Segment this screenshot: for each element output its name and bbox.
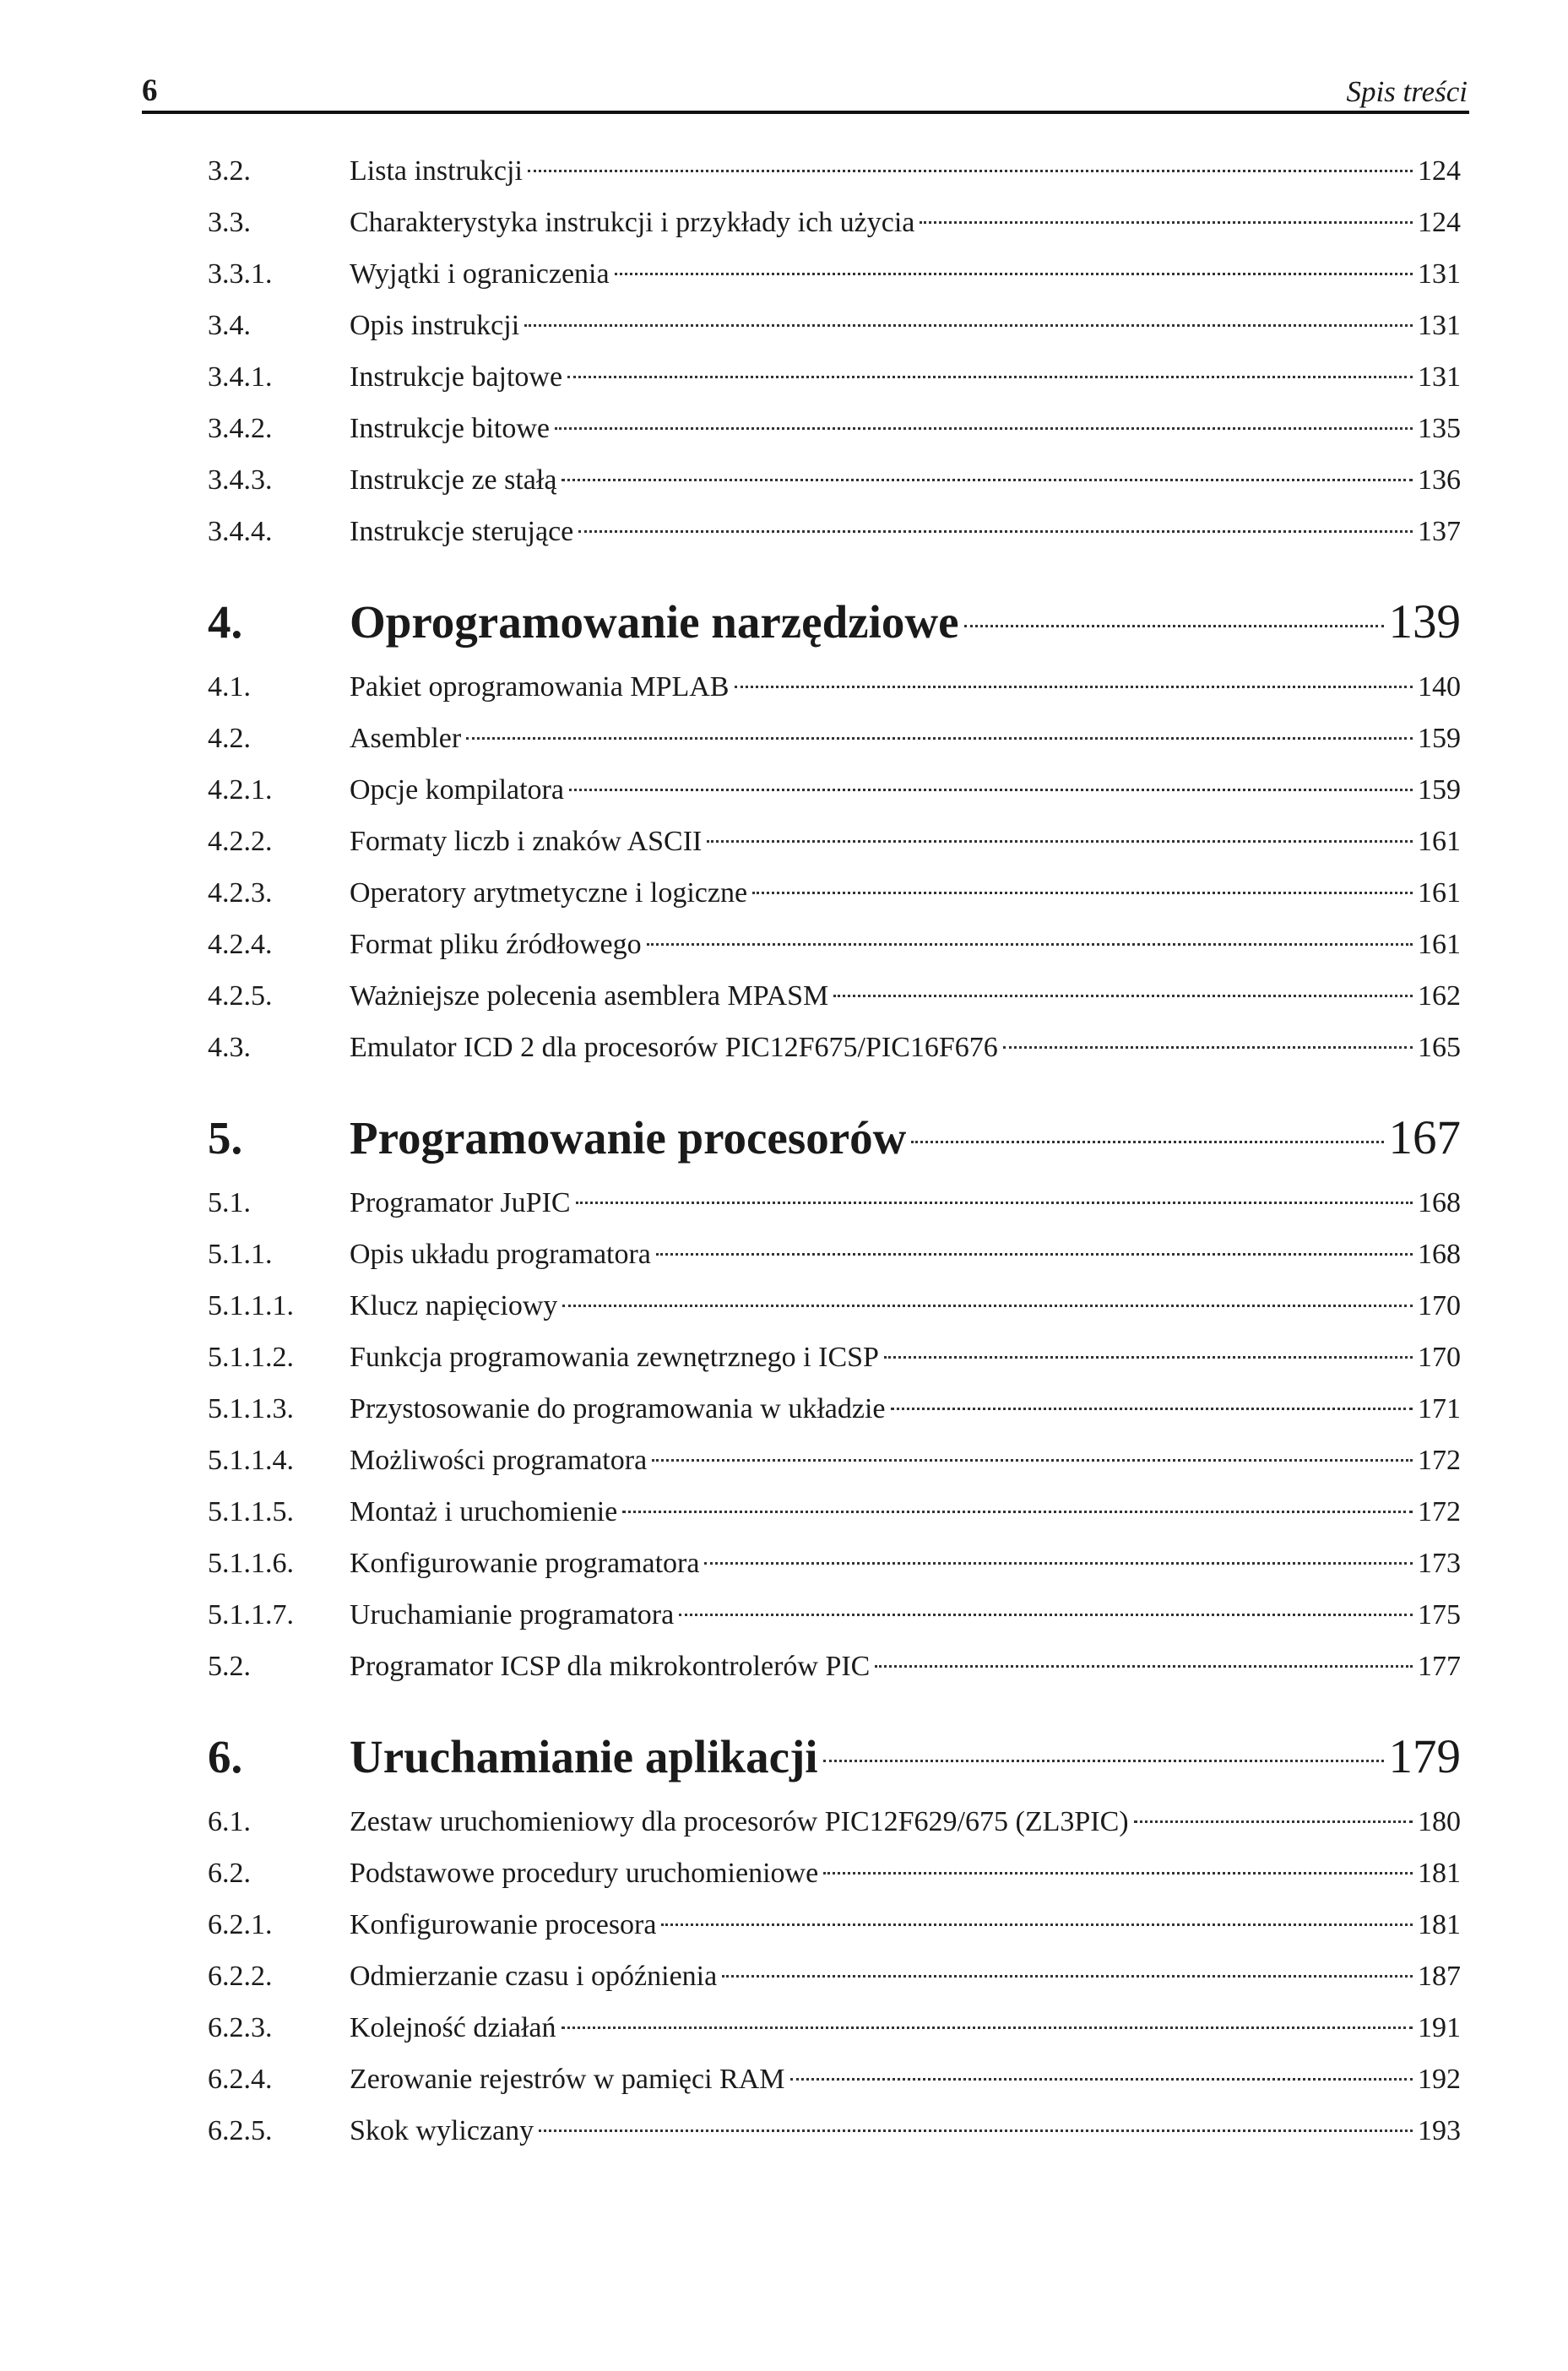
toc-entry: [208, 661, 1461, 713]
dot-leader: [647, 943, 1413, 946]
chapter-page-number: 179: [1388, 1730, 1461, 1783]
chapter-number: 4.: [208, 596, 243, 648]
toc-entry: [208, 403, 1461, 454]
dot-leader: [752, 892, 1413, 894]
dot-leader: [823, 1872, 1413, 1875]
entry-page-number: 180: [1418, 1806, 1461, 1837]
entry-title: Instrukcje bajtowe: [350, 361, 563, 393]
dot-leader: [622, 1511, 1413, 1513]
entry-page-number: 181: [1418, 1858, 1461, 1889]
entry-page-number: 172: [1418, 1496, 1461, 1527]
toc-entry: [208, 1899, 1461, 1951]
entry-page-number: 168: [1418, 1239, 1461, 1270]
entry-title: Konfigurowanie programatora: [350, 1548, 700, 1579]
dot-leader: [656, 1253, 1413, 1256]
entry-title: Pakiet oprogramowania MPLAB: [350, 671, 730, 703]
entry-page-number: 131: [1418, 361, 1461, 393]
chapter-page-number: 139: [1388, 595, 1461, 648]
entry-title: Podstawowe procedury uruchomieniowe: [350, 1858, 819, 1889]
entry-title: Ważniejsze polecenia asemblera MPASM: [350, 980, 829, 1012]
dot-leader: [576, 1202, 1413, 1204]
toc-entry: [208, 764, 1461, 816]
entry-page-number: 131: [1418, 258, 1461, 290]
dot-leader: [562, 2026, 1413, 2029]
dot-leader: [652, 1459, 1413, 1462]
entry-page-number: 192: [1418, 2064, 1461, 2095]
entry-number: 4.2.: [208, 723, 251, 754]
entry-title: Formaty liczb i znaków ASCII: [350, 826, 703, 857]
toc-entry: [208, 1951, 1461, 2002]
toc-entry: [208, 816, 1461, 867]
entry-number: 5.1.1.1.: [208, 1290, 294, 1321]
toc-entry: [208, 351, 1461, 403]
entry-page-number: 159: [1418, 723, 1461, 754]
entry-title: Klucz napięciowy: [350, 1290, 558, 1321]
dot-leader: [875, 1665, 1413, 1668]
dot-leader: [833, 995, 1413, 997]
entry-title: Format pliku źródłowego: [350, 929, 642, 960]
entry-title: Instrukcje sterujące: [350, 516, 574, 547]
toc-entry: [208, 1332, 1461, 1383]
entry-number: 3.4.3.: [208, 464, 273, 496]
table-of-contents: [208, 145, 1461, 2157]
toc-entry: [208, 1229, 1461, 1280]
entry-number: 5.1.1.5.: [208, 1496, 294, 1527]
dot-leader: [722, 1975, 1413, 1978]
entry-number: 3.4.1.: [208, 361, 273, 393]
page-number: 6: [142, 73, 158, 108]
entry-title: Opcje kompilatora: [350, 774, 564, 806]
entry-page-number: 124: [1418, 155, 1461, 187]
entry-title: Opis układu programatora: [350, 1239, 651, 1270]
entry-page-number: 177: [1418, 1651, 1461, 1682]
entry-number: 3.2.: [208, 155, 251, 187]
entry-number: 6.2.1.: [208, 1909, 273, 1940]
chapter-title: Uruchamianie aplikacji: [350, 1731, 818, 1782]
header-rule: [142, 111, 1469, 114]
entry-title: Skok wyliczany: [350, 2115, 534, 2146]
dot-leader: [524, 324, 1413, 327]
entry-page-number: 187: [1418, 1961, 1461, 1992]
entry-number: 5.1.1.4.: [208, 1445, 294, 1476]
dot-leader: [567, 376, 1413, 378]
entry-number: 5.1.1.7.: [208, 1599, 294, 1630]
toc-entry: [208, 2002, 1461, 2054]
toc-entry: [208, 1486, 1461, 1538]
entry-number: 5.1.: [208, 1187, 251, 1218]
entry-page-number: 159: [1418, 774, 1461, 806]
entry-page-number: 175: [1418, 1599, 1461, 1630]
dot-leader: [679, 1614, 1413, 1616]
toc-entry: [208, 713, 1461, 764]
entry-number: 6.2.5.: [208, 2115, 273, 2146]
dot-leader: [735, 686, 1413, 688]
toc-entry: [208, 1022, 1461, 1073]
entry-number: 3.3.: [208, 207, 251, 238]
toc-entry: [208, 1796, 1461, 1847]
entry-page-number: 168: [1418, 1187, 1461, 1218]
dot-leader: [964, 625, 1384, 627]
entry-title: Instrukcje bitowe: [350, 413, 550, 444]
entry-page-number: 136: [1418, 464, 1461, 496]
entry-title: Kolejność działań: [350, 2012, 556, 2043]
entry-title: Asembler: [350, 723, 462, 754]
toc-entry: [208, 1435, 1461, 1486]
entry-number: 6.2.2.: [208, 1961, 273, 1992]
dot-leader: [661, 1923, 1413, 1926]
toc-entry: [208, 1847, 1461, 1899]
dot-leader: [707, 840, 1413, 843]
entry-title: Przystosowanie do programowania w układzie: [350, 1393, 886, 1424]
entry-number: 6.2.4.: [208, 2064, 273, 2095]
chapter-heading: [208, 1099, 1461, 1177]
entry-title: Możliwości programatora: [350, 1445, 648, 1476]
toc-entry: [208, 1589, 1461, 1641]
entry-title: Odmierzanie czasu i opóźnienia: [350, 1961, 718, 1992]
entry-page-number: 161: [1418, 826, 1461, 857]
entry-page-number: 171: [1418, 1393, 1461, 1424]
entry-title: Charakterystyka instrukcji i przykłady ich użycia: [350, 207, 915, 238]
entry-title: Operatory arytmetyczne i logiczne: [350, 877, 748, 909]
dot-leader: [569, 789, 1413, 791]
dot-leader: [1003, 1046, 1413, 1049]
entry-title: Emulator ICD 2 dla procesorów PIC12F675/PIC16F676: [350, 1032, 998, 1063]
entry-number: 4.2.2.: [208, 826, 273, 857]
toc-entry: [208, 197, 1461, 248]
entry-number: 6.1.: [208, 1806, 251, 1837]
entry-title: Instrukcje ze stałą: [350, 464, 557, 496]
entry-page-number: 173: [1418, 1548, 1461, 1579]
running-title: Spis treści: [1346, 75, 1468, 108]
entry-title: Zerowanie rejestrów w pamięci RAM: [350, 2064, 785, 2095]
toc-entry: [208, 919, 1461, 970]
entry-number: 3.3.1.: [208, 258, 273, 290]
toc-entry: [208, 867, 1461, 919]
entry-title: Konfigurowanie procesora: [350, 1909, 657, 1940]
dot-leader: [920, 221, 1413, 224]
toc-entry: [208, 1383, 1461, 1435]
chapter-page-number: 167: [1388, 1111, 1461, 1164]
entry-title: Programator ICSP dla mikrokontrolerów PIC: [350, 1651, 871, 1682]
entry-page-number: 170: [1418, 1290, 1461, 1321]
toc-entry: [208, 2105, 1461, 2157]
dot-leader: [884, 1356, 1413, 1359]
chapter-title: Oprogramowanie narzędziowe: [350, 596, 959, 648]
chapter-heading: [208, 583, 1461, 661]
entry-title: Wyjątki i ograniczenia: [350, 258, 610, 290]
dot-leader: [911, 1141, 1383, 1143]
chapter-number: 6.: [208, 1731, 243, 1782]
toc-entry: [208, 2054, 1461, 2105]
entry-page-number: 165: [1418, 1032, 1461, 1063]
entry-page-number: 131: [1418, 310, 1461, 341]
entry-title: Uruchamianie programatora: [350, 1599, 675, 1630]
entry-title: Funkcja programowania zewnętrznego i ICSP: [350, 1342, 879, 1373]
entry-page-number: 181: [1418, 1909, 1461, 1940]
entry-number: 3.4.4.: [208, 516, 273, 547]
entry-number: 4.2.5.: [208, 980, 273, 1012]
entry-number: 3.4.: [208, 310, 251, 341]
entry-number: 5.2.: [208, 1651, 251, 1682]
toc-entry: [208, 1177, 1461, 1229]
dot-leader: [578, 530, 1413, 533]
entry-page-number: 193: [1418, 2115, 1461, 2146]
entry-number: 4.1.: [208, 671, 251, 703]
dot-leader: [562, 479, 1413, 481]
entry-page-number: 135: [1418, 413, 1461, 444]
page-header: [142, 52, 1468, 106]
entry-page-number: 161: [1418, 877, 1461, 909]
entry-title: Opis instrukcji: [350, 310, 520, 341]
toc-entry: [208, 1538, 1461, 1589]
entry-number: 5.1.1.2.: [208, 1342, 294, 1373]
entry-number: 6.2.: [208, 1858, 251, 1889]
entry-number: 6.2.3.: [208, 2012, 273, 2043]
entry-number: 5.1.1.: [208, 1239, 273, 1270]
entry-number: 5.1.1.3.: [208, 1393, 294, 1424]
entry-page-number: 161: [1418, 929, 1461, 960]
entry-page-number: 172: [1418, 1445, 1461, 1476]
dot-leader: [466, 737, 1413, 740]
entry-number: 4.2.4.: [208, 929, 273, 960]
toc-entry: [208, 454, 1461, 506]
toc-entry: [208, 300, 1461, 351]
entry-title: Lista instrukcji: [350, 155, 523, 187]
toc-entry: [208, 145, 1461, 197]
toc-entry: [208, 1280, 1461, 1332]
entry-page-number: 191: [1418, 2012, 1461, 2043]
entry-number: 3.4.2.: [208, 413, 273, 444]
entry-title: Programator JuPIC: [350, 1187, 571, 1218]
dot-leader: [555, 427, 1413, 430]
chapter-title: Programowanie procesorów: [350, 1112, 907, 1164]
entry-title: Montaż i uruchomienie: [350, 1496, 618, 1527]
dot-leader: [562, 1305, 1413, 1307]
dot-leader: [528, 170, 1413, 172]
entry-page-number: 140: [1418, 671, 1461, 703]
chapter-heading: [208, 1717, 1461, 1796]
entry-number: 4.2.3.: [208, 877, 273, 909]
entry-number: 4.2.1.: [208, 774, 273, 806]
toc-entry: [208, 506, 1461, 557]
entry-number: 4.3.: [208, 1032, 251, 1063]
dot-leader: [790, 2078, 1413, 2081]
chapter-number: 5.: [208, 1112, 243, 1164]
entry-page-number: 124: [1418, 207, 1461, 238]
dot-leader: [1134, 1820, 1413, 1823]
entry-title: Zestaw uruchomieniowy dla procesorów PIC12F629/675 (ZL3PIC): [350, 1806, 1129, 1837]
toc-entry: [208, 1641, 1461, 1692]
toc-entry: [208, 248, 1461, 300]
dot-leader: [891, 1408, 1413, 1410]
entry-number: 5.1.1.6.: [208, 1548, 294, 1579]
entry-page-number: 137: [1418, 516, 1461, 547]
toc-entry: [208, 970, 1461, 1022]
entry-page-number: 162: [1418, 980, 1461, 1012]
dot-leader: [615, 273, 1413, 275]
dot-leader: [539, 2130, 1413, 2132]
dot-leader: [823, 1760, 1384, 1762]
dot-leader: [704, 1562, 1413, 1565]
entry-page-number: 170: [1418, 1342, 1461, 1373]
